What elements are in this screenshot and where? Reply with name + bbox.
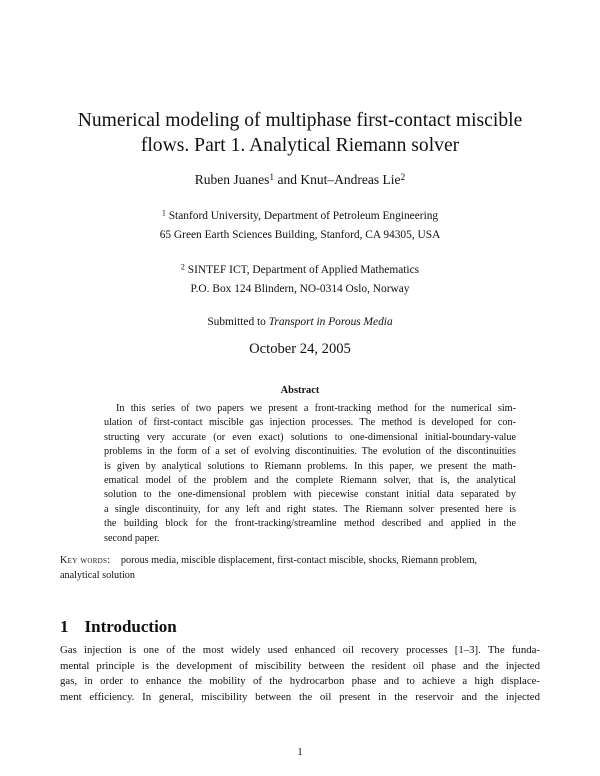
section-number: 1 xyxy=(60,617,69,636)
author-2-affiliation-mark: 2 xyxy=(400,172,406,183)
title-line-2: flows. Part 1. Analytical Riemann solver xyxy=(140,135,460,156)
keywords-line-1: porous media, miscible displacement, first-contact miscible, shocks, Riemann problem, xyxy=(120,555,478,566)
abstract-line: ematical model of the problem and the complete Riemann solver, that is, the analytical xyxy=(104,475,516,487)
abstract-heading: Abstract xyxy=(280,385,320,396)
affiliation-2 xyxy=(0,261,600,299)
abstract-line: solution to the one-dimensional problem with piecewise constant initial data separated by xyxy=(104,489,516,501)
author-2-name: Knut–Andreas Lie xyxy=(300,172,401,187)
abstract-line: is given by analytical solutions to Riemann problems. In this paper, we present the math- xyxy=(104,460,516,472)
intro-line: gas, in order to enhance the mobility of the hydrocarbon phase and to achieve a high displace- xyxy=(60,675,540,687)
submission-note xyxy=(0,316,600,328)
affiliation-1-mark: 1 xyxy=(161,208,166,218)
affiliation-1-line-2: 65 Green Earth Sciences Building, Stanford, CA 94305, USA xyxy=(159,229,441,241)
section-heading xyxy=(60,617,177,637)
intro-paragraph xyxy=(60,643,540,705)
keywords-label: Key words: xyxy=(60,555,111,566)
intro-line: Gas injection is one of the most widely used enhanced oil recovery processes [1–3]. The funda- xyxy=(60,644,540,656)
abstract-line: problems in the form of a set of evolving discontinuities. The evolution of the discontinuities xyxy=(104,446,516,458)
abstract-line: second paper. xyxy=(104,532,160,544)
author-connector: and xyxy=(274,172,301,187)
abstract-line: structing very accurate (or even exact) solutions to one-dimensional initial-boundary-value xyxy=(104,431,516,443)
abstract-line: a single discontinuity, for any left and right states. The Riemann solver presented here is xyxy=(104,503,516,515)
submission-prefix: Submitted to xyxy=(207,316,269,328)
title-line-1: Numerical modeling of multiphase first-contact miscible xyxy=(77,110,523,131)
author-1-name: Ruben Juanes xyxy=(194,172,270,187)
abstract-line: In this series of two papers we present a front-tracking method for the numerical sim- xyxy=(116,403,516,414)
intro-line: ment efficiency. In general, miscibility between the oil present in the reservoir and the injected xyxy=(60,690,540,703)
keywords-line-2: analytical solution xyxy=(60,570,135,581)
affiliation-2-line-2: P.O. Box 124 Blindern, NO-0314 Oslo, Norway xyxy=(190,283,410,295)
affiliation-1-line-1: Stanford University, Department of Petroleum Engineering xyxy=(168,210,439,222)
affiliation-2-line-1: SINTEF ICT, Department of Applied Mathematics xyxy=(187,264,420,276)
journal-name: Transport in Porous Media xyxy=(268,316,393,328)
keywords-block xyxy=(60,553,540,583)
abstract-line: ulation of first-contact miscible gas injection processes. The method is developed for con- xyxy=(104,417,516,429)
intro-line: mental principle is the development of miscibility between the resident oil phase and the injected xyxy=(60,659,540,672)
affiliation-1 xyxy=(0,207,600,245)
author-list xyxy=(0,172,600,188)
abstract-line: the building block for the front-tracking/streamline method described and applied in the xyxy=(104,518,516,530)
page-number: 1 xyxy=(297,746,303,758)
author-1-affiliation-mark: 1 xyxy=(269,172,275,183)
paper-title xyxy=(40,108,560,158)
abstract-body xyxy=(104,402,516,546)
section-title: Introduction xyxy=(84,617,177,636)
affiliation-2-mark: 2 xyxy=(180,262,185,272)
paper-date: October 24, 2005 xyxy=(249,341,351,357)
